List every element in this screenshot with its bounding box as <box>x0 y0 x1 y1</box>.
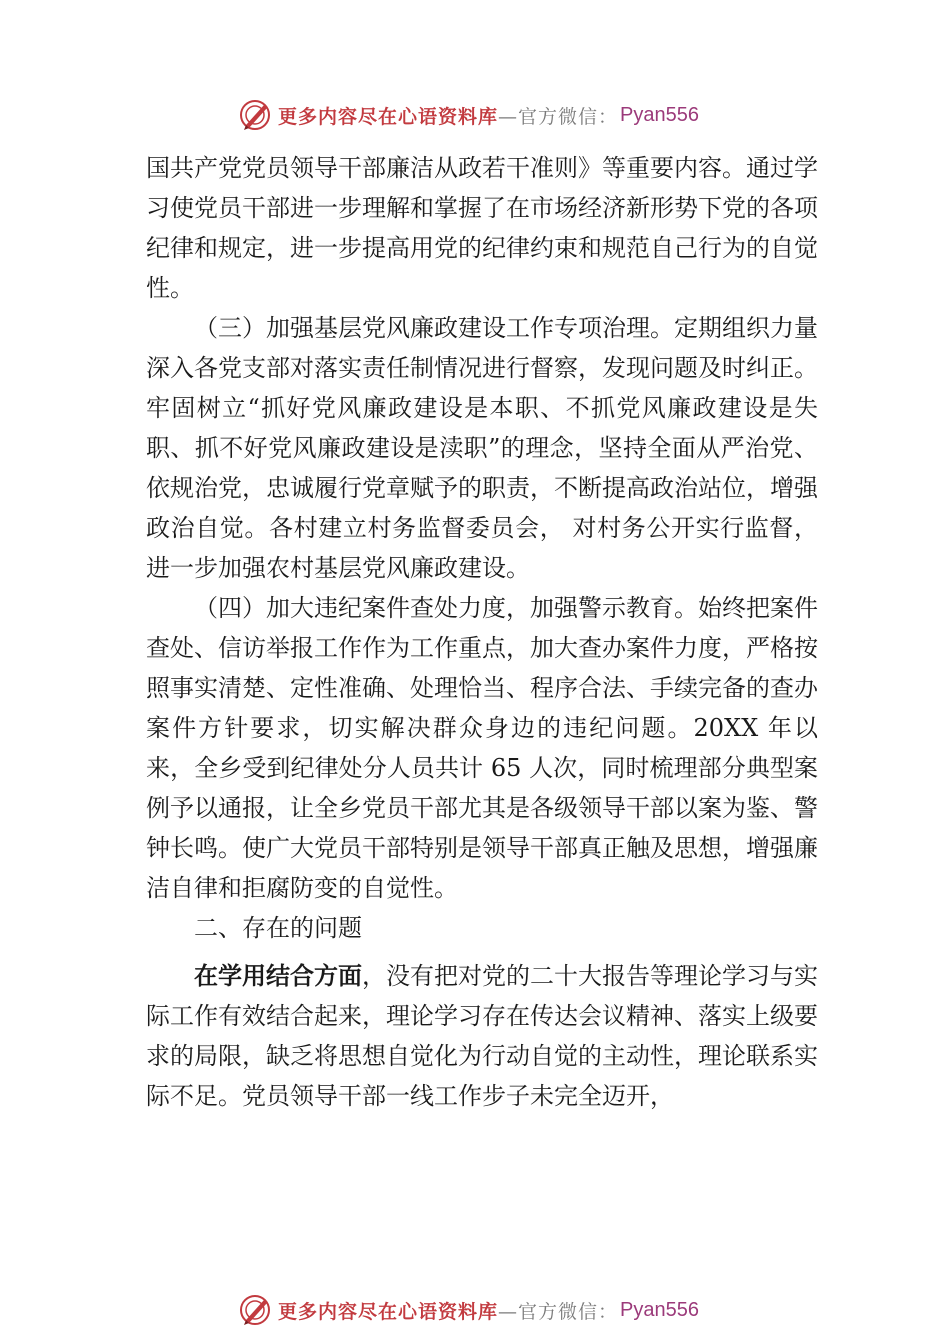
banner-title: 更多内容尽在心语资料库 <box>278 1300 499 1323</box>
banner-wechat-id: Pyan556 <box>620 103 699 126</box>
paragraph-continuation: 国共产党党员领导干部廉洁从政若干准则》等重要内容。通过学习使党员干部进一步理解和掌握了在市场经济新形势下党的各项纪律和规定，进一步提高用党的纪律约束和规范自己行为的自觉性。 <box>146 154 818 302</box>
pen-logo-icon <box>238 97 274 133</box>
document-body <box>146 148 818 1116</box>
footer-banner <box>238 1290 699 1330</box>
paragraph-body-text: ，没有把对党的二十大报告等理论学习与实际工作有效结合起来，理论学习存在传达会议精神、落实上级要求的局限，缺乏将思想自觉化为行动自觉的主动性，理论联系实际不足。党员领导干部一线工作步子未完全迈开， <box>146 962 818 1110</box>
banner-title: 更多内容尽在心语资料库 <box>278 105 499 128</box>
banner-subtitle: —官方微信： <box>498 1300 619 1323</box>
header-banner <box>238 95 699 135</box>
paragraph-study-application <box>146 956 818 1116</box>
section-heading-problems: 二、存在的问题 <box>194 914 362 942</box>
paragraph-section-three: （三）加强基层党风廉政建设工作专项治理。定期组织力量深入各党支部对落实责任制情况进行督察，发现问题及时纠正。牢固树立“抓好党风廉政建设是本职、不抓党风廉政建设是失职、抓不好党风廉政建设是渎职”的理念，坚持全面从严治党、依规治党，忠诚履行党章赋予的职责，不断提高政治站位，增强政治自觉。各村建立村务监督委员会， 对村务公开实行监督，进一步加强农村基层党风廉政建设。 <box>146 314 818 582</box>
banner-wechat-id: Pyan556 <box>620 1298 699 1321</box>
pen-logo-icon <box>238 1292 274 1328</box>
banner-subtitle: —官方微信： <box>498 105 619 128</box>
paragraph-lead-text: 在学用结合方面 <box>194 962 362 990</box>
paragraph-section-four: （四）加大违纪案件查处力度，加强警示教育。始终把案件查处、信访举报工作作为工作重点，加大查办案件力度，严格按照事实清楚、定性准确、处理恰当、程序合法、手续完备的查办案件方针要求，切实解决群众身边的违纪问题。20XX 年以来，全乡受到纪律处分人员共计 65 人次，同时梳理部分典型案例予以通报，让全乡党员干部尤其是各级领导干部以案为鉴、警钟长鸣。使广大党员干部特别是领导干部真正触及思想，增强廉洁自律和拒腐防变的自觉性。 <box>146 594 818 902</box>
